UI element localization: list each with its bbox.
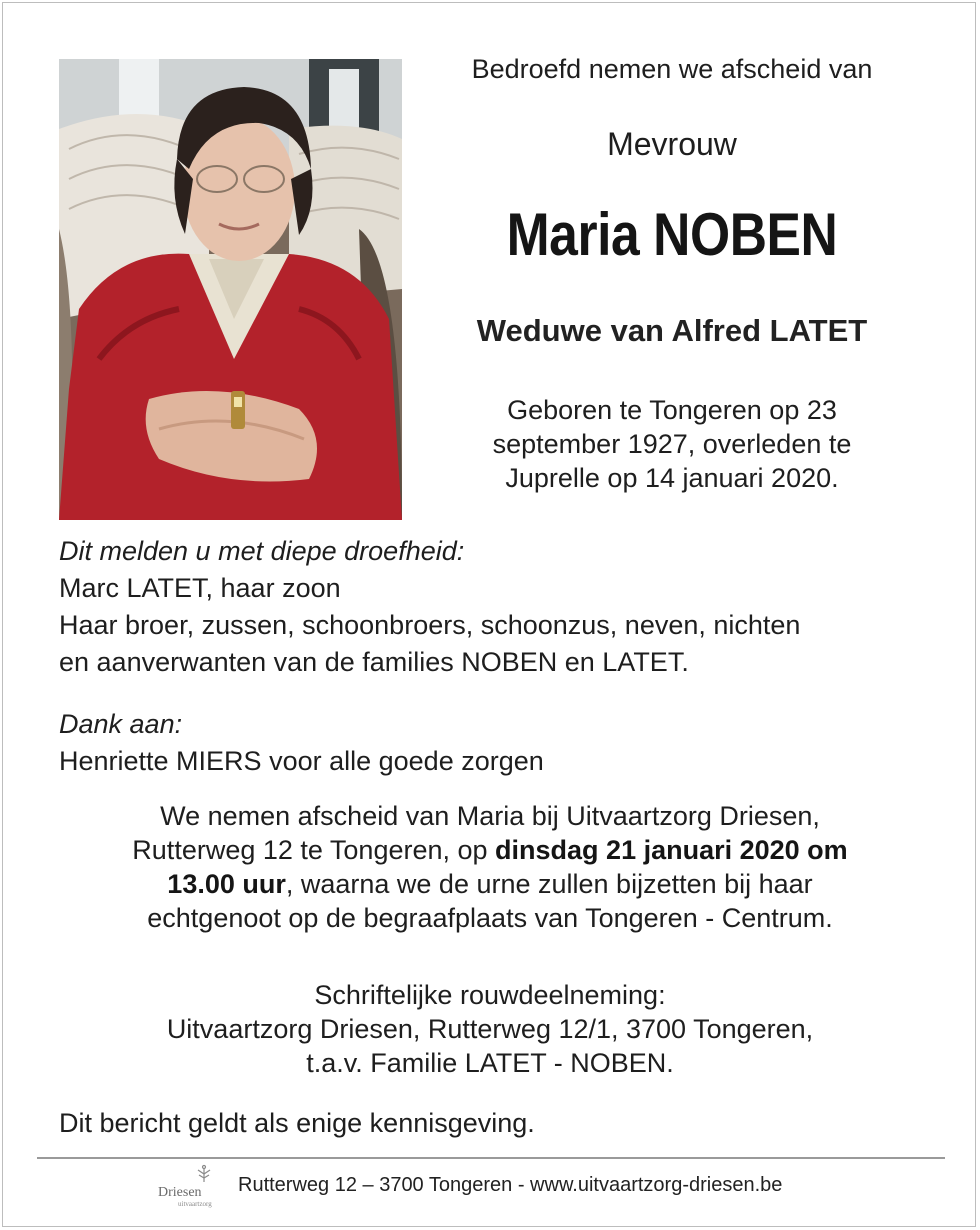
deceased-name: Maria NOBEN [506, 201, 838, 268]
condolence-line: t.a.v. Familie LATET - NOBEN. [306, 1048, 674, 1078]
born-line: september 1927, overleden te [492, 429, 852, 459]
intro-text: Bedroefd nemen we afscheid van [471, 54, 873, 84]
ceremony-block [40, 799, 940, 935]
born-line: Geboren te Tongeren op 23 [507, 395, 837, 425]
footer-address: Rutterweg 12 – 3700 Tongeren - www.uitvaartzorg-driesen.be [238, 1174, 783, 1196]
ceremony-line [40, 867, 940, 901]
logo-subtext: uitvaartzorg [178, 1200, 212, 1208]
ceremony-text: Rutterweg 12 te Tongeren, op [132, 835, 496, 865]
thanks-block [59, 706, 939, 780]
portrait-photo [59, 59, 402, 520]
logo-text: Driesen [158, 1185, 202, 1200]
salutation: Mevrouw [607, 126, 737, 162]
announcement-line: Haar broer, zussen, schoonbroers, schoonzus, neven, nichten [59, 610, 801, 640]
born-line: Juprelle op 14 januari 2020. [505, 463, 839, 493]
announcement-block [59, 533, 939, 681]
condolence-line: Schriftelijke rouwdeelneming: [314, 980, 666, 1010]
ceremony-line: echtgenoot op de begraafplaats van Tongeren - Centrum. [147, 903, 833, 933]
birth-death-info [424, 393, 920, 495]
driesen-logo [156, 1164, 222, 1212]
thanks-heading: Dank aan: [59, 709, 183, 739]
ceremony-text: , waarna we de urne zullen bijzetten bij haar [285, 869, 813, 899]
thanks-line: Henriette MIERS voor alle goede zorgen [59, 746, 544, 776]
announcement-heading: Dit melden u met diepe droefheid: [59, 536, 465, 566]
footer-divider [37, 1157, 945, 1159]
ceremony-date: dinsdag 21 januari 2020 om [495, 835, 848, 865]
ceremony-line: We nemen afscheid van Maria bij Uitvaartzorg Driesen, [160, 801, 820, 831]
ceremony-time: 13.00 uur [167, 869, 286, 899]
notice: Dit bericht geldt als enige kennisgeving. [59, 1108, 535, 1138]
widow-of: Weduwe van Alfred LATET [476, 313, 868, 348]
condolence-block [40, 978, 940, 1080]
condolence-line: Uitvaartzorg Driesen, Rutterweg 12/1, 3700 Tongeren, [166, 1014, 814, 1044]
announcement-line: en aanverwanten van de families NOBEN en LATET. [59, 647, 689, 677]
announcement-line: Marc LATET, haar zoon [59, 573, 341, 603]
ceremony-line [40, 833, 940, 867]
